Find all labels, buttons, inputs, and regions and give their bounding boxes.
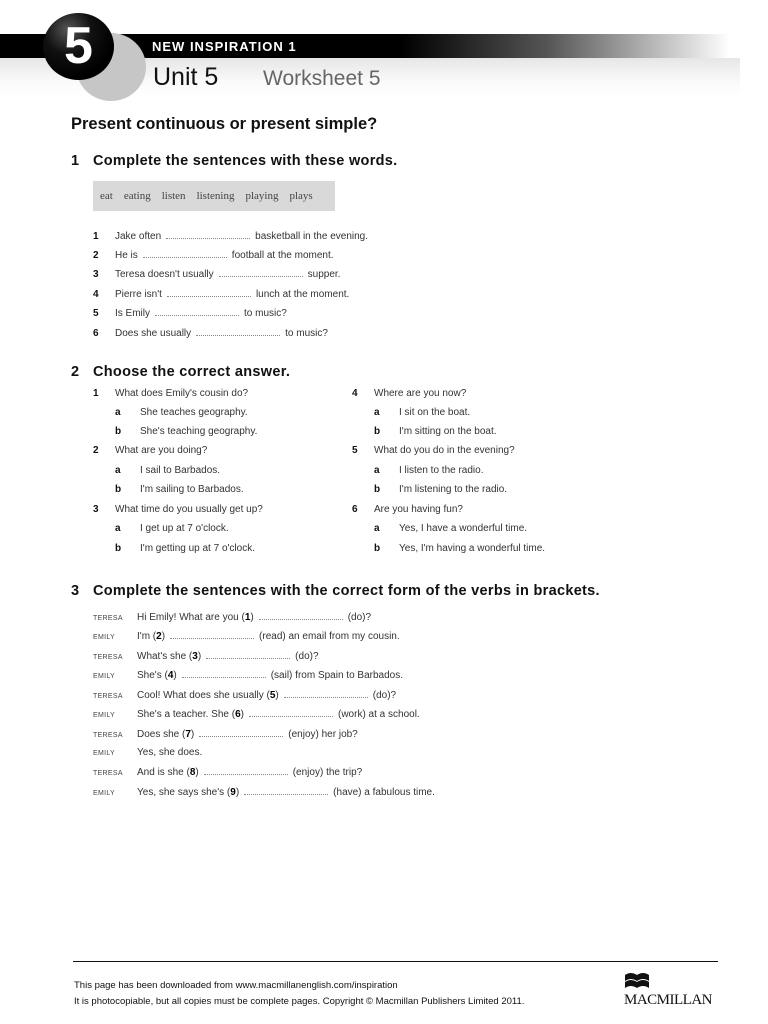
question-number: 2 xyxy=(93,445,99,456)
series-title: NEW INSPIRATION 1 xyxy=(152,39,297,54)
option-letter: b xyxy=(115,543,122,554)
option-b[interactable] xyxy=(374,426,497,437)
answer-blank[interactable] xyxy=(167,288,251,297)
question-text: What time do you usually get up? xyxy=(115,504,263,515)
word: listening xyxy=(196,190,235,202)
line-text: Hi Emily! What are you ( xyxy=(137,612,245,623)
option-a[interactable] xyxy=(115,407,248,418)
dialogue-line xyxy=(93,650,319,662)
answer-blank[interactable] xyxy=(143,249,227,258)
speaker-label: TERESA xyxy=(93,615,123,622)
item-number: 3 xyxy=(93,269,99,280)
question-number: 1 xyxy=(93,388,99,399)
speaker-label: EMILY xyxy=(93,634,115,641)
line-text: What's she ( xyxy=(137,651,193,662)
option-a[interactable] xyxy=(374,465,484,476)
option-letter: a xyxy=(115,407,121,418)
answer-blank[interactable] xyxy=(166,230,250,239)
answer-blank[interactable] xyxy=(170,630,254,639)
option-letter: a xyxy=(374,465,380,476)
line-text: She's a teacher. She ( xyxy=(137,709,236,720)
bracket: ) xyxy=(197,651,202,662)
speaker-label: TERESA xyxy=(93,654,123,661)
question-text: What are you doing? xyxy=(115,445,208,456)
option-text: Yes, I'm having a wonderful time. xyxy=(399,543,546,554)
line-text: Yes, she does. xyxy=(137,747,203,758)
verb-hint: (do)? xyxy=(295,651,319,662)
option-letter: b xyxy=(115,484,122,495)
page-heading: Present continuous or present simple? xyxy=(71,115,378,133)
answer-blank[interactable] xyxy=(199,728,283,737)
gap-number: 8 xyxy=(189,767,196,778)
option-text: She teaches geography. xyxy=(140,407,248,418)
line-text: I'm ( xyxy=(137,631,157,642)
answer-blank[interactable] xyxy=(204,766,288,775)
question-number: 5 xyxy=(352,445,358,456)
option-letter: a xyxy=(374,407,380,418)
verb-hint: (sail) from Spain to Barbados. xyxy=(270,670,403,681)
question-number: 3 xyxy=(93,504,99,515)
sentence-before: He is xyxy=(115,250,138,261)
bracket: ) xyxy=(235,787,240,798)
option-letter: a xyxy=(115,465,121,476)
question xyxy=(93,504,263,515)
speaker-label: EMILY xyxy=(93,790,115,797)
item-number: 4 xyxy=(93,289,99,300)
gap-number: 3 xyxy=(192,651,198,662)
question xyxy=(352,504,463,515)
option-letter: b xyxy=(115,426,122,437)
option-a[interactable] xyxy=(115,465,220,476)
option-b[interactable] xyxy=(115,426,257,437)
option-letter: a xyxy=(374,523,380,534)
exercise-title: Complete the sentences with these words. xyxy=(93,153,398,169)
sentence-item xyxy=(93,268,340,280)
question-number: 6 xyxy=(352,504,358,515)
verb-hint: (enjoy) the trip? xyxy=(292,767,363,778)
answer-blank[interactable] xyxy=(206,650,290,659)
bracket: ) xyxy=(173,670,177,681)
worksheet-title: Worksheet 5 xyxy=(263,67,381,90)
speaker-label: EMILY xyxy=(93,673,115,680)
item-number: 1 xyxy=(93,231,99,242)
bracket: ) xyxy=(195,767,199,778)
option-text: I'm getting up at 7 o'clock. xyxy=(140,543,255,554)
dialogue-line xyxy=(93,728,358,740)
word: eat xyxy=(100,190,113,202)
exercise-title: Complete the sentences with the correct form of the verbs in brackets. xyxy=(93,583,600,599)
footer-download-note: This page has been downloaded from www.macmillanenglish.com/inspiration xyxy=(74,980,398,991)
answer-blank[interactable] xyxy=(284,689,368,698)
question xyxy=(93,445,207,456)
dialogue-line xyxy=(93,669,403,681)
exercise-title: Choose the correct answer. xyxy=(93,364,291,380)
footer-divider xyxy=(73,961,718,962)
exercise-number: 3 xyxy=(71,583,80,599)
verb-hint: (do)? xyxy=(372,690,397,701)
line-text: And is she ( xyxy=(137,767,190,778)
exercise-3-heading xyxy=(71,583,600,599)
option-text: I'm sitting on the boat. xyxy=(399,426,497,437)
sentence-before: Does she usually xyxy=(115,328,192,339)
answer-blank[interactable] xyxy=(182,669,266,678)
speaker-label: EMILY xyxy=(93,750,115,757)
dialogue-line xyxy=(93,630,400,642)
gap-number: 6 xyxy=(235,709,241,720)
question-text: Are you having fun? xyxy=(374,504,463,515)
option-letter: a xyxy=(115,523,121,534)
gap-number: 5 xyxy=(269,690,276,701)
option-b[interactable] xyxy=(374,484,507,495)
sentence-after: to music? xyxy=(244,308,287,319)
option-letter: b xyxy=(374,543,381,554)
answer-blank[interactable] xyxy=(249,708,333,717)
sentence-before: Jake often xyxy=(115,231,162,242)
sentence-after: supper. xyxy=(307,269,341,280)
question xyxy=(93,388,248,399)
answer-blank[interactable] xyxy=(219,268,303,277)
sentence-item xyxy=(93,288,349,300)
sentence-after: to music? xyxy=(285,328,328,339)
verb-hint: (read) an email from my cousin. xyxy=(259,631,400,642)
option-text: I'm listening to the radio. xyxy=(399,484,508,495)
verb-hint: (do)? xyxy=(347,612,372,623)
unit-badge-number: 5 xyxy=(64,16,93,75)
option-a[interactable] xyxy=(115,523,229,534)
sentence-before: Teresa doesn't usually xyxy=(115,269,214,280)
answer-blank[interactable] xyxy=(155,307,239,316)
item-number: 5 xyxy=(93,308,99,319)
option-b[interactable] xyxy=(115,543,255,554)
bracket: ) xyxy=(275,690,279,701)
option-letter: b xyxy=(374,484,381,495)
gap-number: 1 xyxy=(244,612,251,623)
question xyxy=(352,445,515,456)
verb-hint: (have) a fabulous time. xyxy=(333,787,435,798)
sentence-before: Is Emily xyxy=(115,308,150,319)
sentence-item xyxy=(93,230,368,242)
word: listen xyxy=(161,190,186,202)
word: playing xyxy=(245,190,279,202)
speaker-label: EMILY xyxy=(93,712,115,719)
speaker-label: TERESA xyxy=(93,732,123,739)
answer-blank[interactable] xyxy=(259,611,343,620)
unit-badge xyxy=(43,13,114,80)
bracket: ) xyxy=(240,709,244,720)
exercise-number: 2 xyxy=(71,364,80,380)
question-text: What does Emily's cousin do? xyxy=(115,388,249,399)
bracket: ) xyxy=(161,631,166,642)
question-text: Where are you now? xyxy=(374,388,467,399)
exercise-1-heading xyxy=(71,153,398,169)
dialogue-line xyxy=(93,689,396,701)
option-text: I listen to the radio. xyxy=(399,465,484,476)
footer-copyright: It is photocopiable, but all copies must be complete pages. Copyright © Macmillan Publishers Limited 2011. xyxy=(74,996,525,1007)
option-a[interactable] xyxy=(374,407,470,418)
exercise-2-heading xyxy=(71,364,290,380)
answer-blank[interactable] xyxy=(244,786,328,795)
line-text: Yes, she says she's ( xyxy=(137,787,231,798)
gap-number: 7 xyxy=(185,729,191,740)
sentence-after: football at the moment. xyxy=(231,250,334,261)
option-text: I get up at 7 o'clock. xyxy=(140,523,229,534)
option-text: I'm sailing to Barbados. xyxy=(140,484,244,495)
dialogue-line xyxy=(93,766,362,778)
option-a[interactable] xyxy=(374,523,527,534)
option-text: I sail to Barbados. xyxy=(140,465,221,476)
verb-hint: (enjoy) her job? xyxy=(288,729,358,740)
gap-number: 9 xyxy=(230,787,236,798)
item-number: 2 xyxy=(93,250,99,261)
verb-hint: (work) at a school. xyxy=(338,709,420,720)
option-text: She's teaching geography. xyxy=(140,426,258,437)
sentence-item xyxy=(93,327,328,339)
question-text: What do you do in the evening? xyxy=(374,445,515,456)
option-b[interactable] xyxy=(115,484,244,495)
word: plays xyxy=(289,190,313,202)
option-text: I sit on the boat. xyxy=(399,407,471,418)
line-text: Cool! What does she usually ( xyxy=(137,690,270,701)
sentence-after: basketball in the evening. xyxy=(255,231,369,242)
option-letter: b xyxy=(374,426,381,437)
bracket: ) xyxy=(190,729,195,740)
unit-title: Unit 5 xyxy=(153,63,219,91)
answer-blank[interactable] xyxy=(196,327,280,336)
gap-number: 4 xyxy=(167,670,174,681)
option-text: Yes, I have a wonderful time. xyxy=(399,523,528,534)
dialogue-line xyxy=(93,747,202,758)
speaker-label: TERESA xyxy=(93,693,123,700)
macmillan-logo-text: MACMILLAN xyxy=(624,992,712,1008)
line-text: She's ( xyxy=(137,670,168,681)
sentence-item xyxy=(93,307,287,319)
question xyxy=(352,388,466,399)
sentence-after: lunch at the moment. xyxy=(255,289,350,300)
sentence-item xyxy=(93,249,334,261)
dialogue-line xyxy=(93,786,435,798)
question-number: 4 xyxy=(352,388,358,399)
speaker-label: TERESA xyxy=(93,770,123,777)
dialogue-line xyxy=(93,611,371,623)
word: eating xyxy=(123,190,151,202)
option-b[interactable] xyxy=(374,543,545,554)
exercise-number: 1 xyxy=(71,153,80,169)
word-box xyxy=(93,181,335,211)
gap-number: 2 xyxy=(156,631,162,642)
bracket: ) xyxy=(250,612,254,623)
sentence-before: Pierre isn't xyxy=(115,289,162,300)
dialogue-line xyxy=(93,708,420,720)
line-text: Does she ( xyxy=(137,729,186,740)
item-number: 6 xyxy=(93,328,99,339)
